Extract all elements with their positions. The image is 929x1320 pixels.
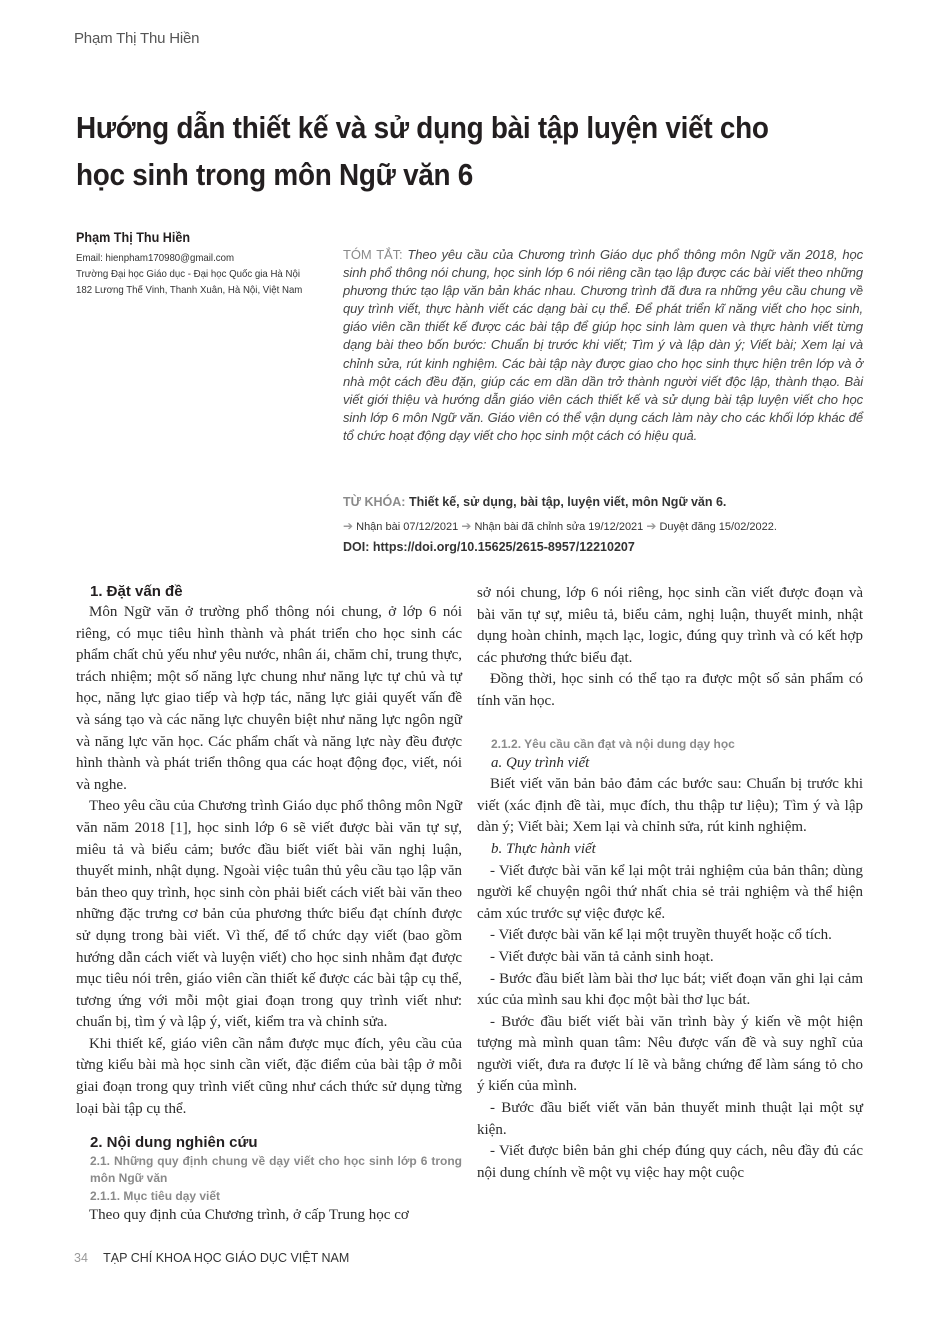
article-title: Hướng dẫn thiết kế và sử dụng bài tập luyện viết cho học sinh trong môn Ngữ văn 6	[76, 110, 769, 192]
doi-link[interactable]: DOI: https://doi.org/10.15625/2615-8957/12210207	[343, 540, 635, 554]
arrow-right-icon: ➔	[343, 519, 354, 533]
subsection-heading: 2.1. Những quy định chung về dạy viết cho học sinh lớp 6 trong môn Ngữ văn	[90, 1154, 462, 1186]
subsubsection-heading: 2.1.2. Yêu cầu cần đạt và nội dung dạy học	[491, 736, 735, 751]
page-footer	[74, 1251, 349, 1265]
list-item: - Bước đầu biết viết văn bản thuyết minh thuật lại một sự kiện.	[477, 1100, 863, 1138]
article-dates	[343, 519, 883, 533]
author-address: 182 Lương Thế Vinh, Thanh Xuân, Hà Nội, Việt Nam	[76, 284, 303, 296]
section-heading: 1. Đặt vấn đề	[90, 583, 183, 600]
author-institution: Trường Đại học Giáo dục - Đại học Quốc gia Hà Nội	[76, 268, 300, 280]
subheading-b: b. Thực hành viết	[491, 840, 596, 857]
list-item: - Bước đầu biết viết bài văn trình bày ý kiến về một hiện tượng mà mình quan tâm: Nêu được vấn đề và suy nghĩ của người viết, đưa ra được lí lẽ và bằng chứng để làm sáng tỏ cho ý kiến của mình.	[477, 1013, 863, 1095]
author-affiliation	[76, 250, 336, 298]
date-accepted: Duyệt đăng 15/02/2022.	[659, 521, 777, 533]
date-revised: Nhận bài đã chỉnh sửa 19/12/2021	[474, 521, 644, 533]
list-item: - Viết được bài văn tả cảnh sinh hoạt.	[490, 948, 714, 965]
paragraph: Đồng thời, học sinh có thể tạo ra được một số sản phẩm có tính văn học.	[477, 671, 863, 709]
date-received: Nhận bài 07/12/2021	[356, 521, 459, 533]
arrow-right-icon: ➔	[461, 519, 472, 533]
list-item: - Viết được bài văn kể lại một truyền thuyết hoặc cổ tích.	[490, 927, 832, 944]
requirements-list	[477, 861, 863, 1185]
paragraph: Biết viết văn bản bảo đảm các bước sau: Chuẩn bị trước khi viết (xác định đề tài, mục đích, thu thập tư liệu); Tìm ý và lập dàn ý; Viết bài; Xem lại và chỉnh sửa, rút kinh nghiệm.	[477, 776, 863, 836]
abstract-label: TÓM TẮT:	[343, 247, 403, 262]
arrow-right-icon: ➔	[646, 519, 657, 533]
abstract	[343, 246, 863, 445]
list-item: - Bước đầu biết làm bài thơ lục bát; viết đoạn văn ghi lại cảm xúc của mình sau khi đọc một bài thơ lục bát.	[477, 970, 863, 1009]
paragraph: Theo quy định của Chương trình, ở cấp Trung học cơ	[89, 1207, 409, 1224]
paragraph: Khi thiết kế, giáo viên cần nắm được mục đích, yêu cầu của từng kiểu bài mà học sinh cần viết, đặc điểm của bài tập ở mỗi giai đoạn trong quy trình viết cũng như cách thức sử dụng từng loại bài tập cụ thể.	[76, 1035, 462, 1117]
paragraph: Theo yêu cầu của Chương trình Giáo dục phổ thông môn Ngữ văn năm 2018 [1], học sinh lớp 6 sẽ viết được bài văn tự sự, miêu tả và biểu cảm; bước đầu biết viết bài văn nghị luận, thuyết minh, nhật dụng. Ngoài việc tuân thủ yêu cầu tạo lập văn bản theo quy trình, học sinh còn phải biết cách viết bài văn theo những đặc trưng cơ bản của phương thức biểu đạt chính được sử dụng trong bài viết. Vì thế, để tổ chức dạy viết (bao gồm hướng dẫn cách viết và luyện viết) cho học sinh nhằm đạt được mục tiêu nói trên, giáo viên cần thiết kế được các bài tập cụ thể, tương ứng với mỗi một giai đoạn trong quy trình viết như: chuẩn bị, tìm ý và lập ý, viết, kiểm tra và chỉnh sửa.	[76, 798, 462, 1031]
paragraph: Môn Ngữ văn ở trường phổ thông nói chung, ở lớp 6 nói riêng, có mục tiêu hình thành và phát triển cho học sinh các phẩm chất chủ yếu như yêu nước, nhân ái, chăm chỉ, trung thực, trách nhiệm; một số năng lực chung như năng lực tự chủ và tự học, năng lực giao tiếp và hợp tác, năng lực giải quyết vấn đề và sáng tạo và các năng lực chuyên biệt như năng lực ngôn ngữ và năng lực văn học. Các phẩm chất và năng lực này đều được hình thành và phát triển thông qua các hoạt động đọc, viết, nói và nghe.	[76, 604, 462, 793]
journal-name: TẠP CHÍ KHOA HỌC GIÁO DỤC VIỆT NAM	[103, 1251, 350, 1265]
author-name: Phạm Thị Thu Hiền	[76, 229, 191, 245]
body-column-left	[76, 581, 462, 1227]
body-column-right	[477, 583, 863, 1184]
list-item: - Viết được bài văn kể lại một trải nghiệm của bản thân; dùng người kể chuyện ngôi thứ nhất chia sẻ trải nghiệm và thể hiện cảm xúc trước sự việc được kể.	[477, 862, 863, 922]
keywords-label: TỪ KHÓA:	[343, 495, 406, 509]
subheading-a: a. Quy trình viết	[491, 754, 590, 771]
keywords	[343, 495, 863, 509]
keywords-text: Thiết kế, sử dụng, bài tập, luyện viết, môn Ngữ văn 6.	[408, 495, 727, 509]
list-item: - Viết được biên bản ghi chép đúng quy cách, nêu đầy đủ các nội dung chính về một vụ việc hay một cuộc	[477, 1143, 863, 1181]
page-number: 34	[74, 1251, 88, 1265]
abstract-text: Theo yêu cầu của Chương trình Giáo dục phổ thông môn Ngữ văn 2018, học sinh phổ thông nói chung, học sinh lớp 6 nói riêng cần tạo lập được các bài viết theo những phương thức tạo lập văn bản khác nhau. Chương trình đã đưa ra những yêu cầu chung về quy trình viết, thực hành viết các dạng bài cụ thể. Để phát triển kĩ năng viết cho học sinh, giáo viên cần thiết kế được các bài tập để giúp học sinh làm quen và thực hành viết từng dạng bài theo bốn bước: Chuẩn bị trước khi viết; Tìm ý và lập dàn ý; Viết bài; Xem lại và chỉnh sửa, rút kinh nghiệm. Các bài tập này được giao cho học sinh thực hiện trên lớp và ở nhà một cách đều đặn, giúp các em dần dần trở thành người viết độc lập, thành thạo. Bài viết giới thiệu và hướng dẫn giáo viên cách thiết kế và sử dụng bài tập luyện viết cho học sinh lớp 6 môn Ngữ văn. Giáo viên có thể vận dụng cách làm này cho các khối lớp khác để tổ chức hoạt động dạy viết cho học sinh một cách có hiệu quả.	[343, 247, 863, 443]
paragraph-continued: sở nói chung, lớp 6 nói riêng, học sinh cần viết được đoạn và bài văn tự sự, miêu tả, biểu cảm, nghị luận, thuyết minh, nhật dụng hoàn chỉnh, mạch lạc, logic, đúng quy trình và có kết hợp các phương thức biểu đạt.	[477, 585, 863, 666]
running-header-author: Phạm Thị Thu Hiền	[74, 30, 200, 47]
author-email: Email: hienpham170980@gmail.com	[76, 252, 235, 264]
section-heading: 2. Nội dung nghiên cứu	[90, 1134, 258, 1152]
subsubsection-heading: 2.1.1. Mục tiêu dạy viết	[90, 1189, 221, 1204]
